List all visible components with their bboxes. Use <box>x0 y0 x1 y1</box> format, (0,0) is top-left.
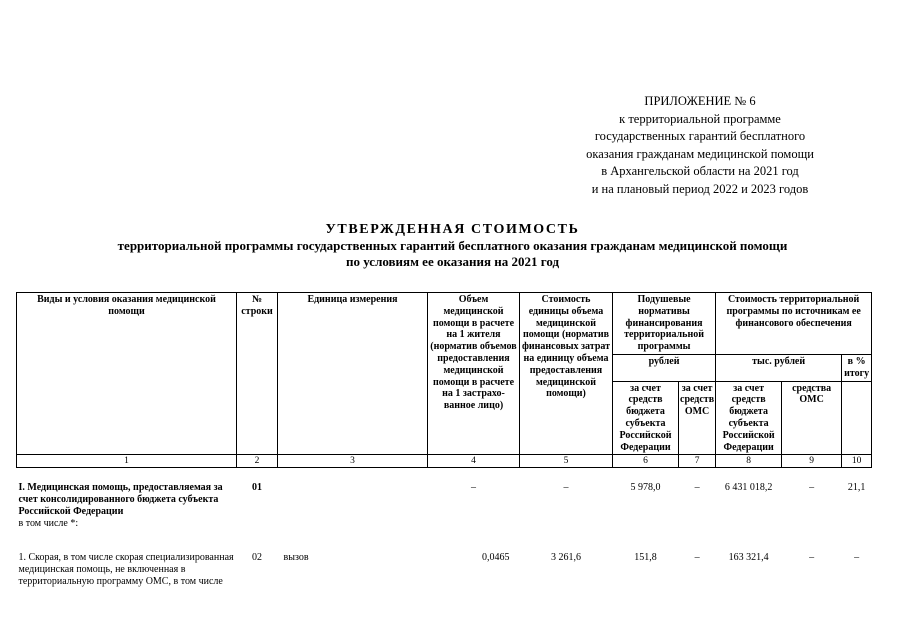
row-number: 02 <box>252 552 262 564</box>
table-row <box>17 540 872 587</box>
appendix-line: в Архангельской области на 2021 год <box>601 164 799 179</box>
row-tc-budget: 6 431 018,2 <box>724 482 773 494</box>
row-number: 01 <box>252 482 262 494</box>
row-tc-budget: 163 321,4 <box>728 552 769 564</box>
row-name-suffix: в том числе *: <box>18 517 79 529</box>
row-unit: вызов <box>283 552 309 564</box>
header-tc-oms: средства ОМС <box>782 381 842 455</box>
header-cost: Стоимость единицы объема медицинской помощи (норматив финансовых затрат на единицу объема предоставления медицинской помощи) <box>520 293 613 455</box>
row-percent: – <box>854 552 860 564</box>
header-total-cost: Стоимость территориальной программы по источникам ее финансового обеспечения <box>716 293 872 355</box>
appendix-block <box>520 93 880 199</box>
col-number: 1 <box>17 455 237 468</box>
appendix-line: государственных гарантий бесплатного <box>594 129 806 144</box>
col-number: 4 <box>428 455 520 468</box>
col-number: 8 <box>716 455 782 468</box>
row-pc-oms: – <box>694 482 700 494</box>
col-number: 2 <box>237 455 278 468</box>
title-line-2: территориальной программы государственных гарантий бесплатного оказания гражданам медицинской помощи <box>117 238 788 253</box>
title-line-3: по условиям ее оказания на 2021 год <box>345 254 560 269</box>
header-pc-oms: за счет средств ОМС <box>679 381 716 455</box>
row-pc-budget: 5 978,0 <box>630 482 661 494</box>
row-unit <box>278 468 428 541</box>
header-pc-budget: за счет средств бюджета субъекта Российской Федерации <box>613 381 679 455</box>
col-number: 7 <box>679 455 716 468</box>
header-percent: в % итогу <box>842 354 872 381</box>
row-volume: – <box>471 482 476 494</box>
table-row <box>17 468 872 541</box>
header-volume: Объем медицинской помощи в расчете на 1 жителя (норматив объемов предоставления медицинской помощи в расчете на 1 застрахо-ванное лицо) <box>428 293 520 455</box>
row-volume: 0,0465 <box>482 552 510 564</box>
header-per-capita: Подушевые нормативы финансирования территориальной программы <box>613 293 716 355</box>
row-percent: 21,1 <box>847 482 866 494</box>
row-cost: 3 261,6 <box>551 552 581 564</box>
column-number-row <box>17 455 872 468</box>
col-number: 6 <box>613 455 679 468</box>
col-number: 5 <box>520 455 613 468</box>
header-percent-spacer <box>842 381 872 455</box>
appendix-line: и на плановый период 2022 и 2023 годов <box>591 181 809 196</box>
row-pc-oms: – <box>694 552 700 564</box>
row-tc-oms: – <box>809 552 815 564</box>
header-rub: рублей <box>613 354 716 381</box>
col-number: 10 <box>842 455 872 468</box>
appendix-line: оказания гражданам медицинской помощи <box>586 146 814 161</box>
document-title <box>0 222 905 270</box>
row-tc-oms: – <box>809 482 815 494</box>
title-line-1: УТВЕРЖДЕННАЯ СТОИМОСТЬ <box>325 222 580 237</box>
row-cost: – <box>563 482 569 494</box>
row-name-cell <box>17 468 237 541</box>
header-row-no: № строки <box>237 293 278 455</box>
row-name: I. Медицинская помощь, предоставляемая за счет консолидированного бюджета субъекта Российской Федерации <box>18 482 223 517</box>
col-number: 9 <box>782 455 842 468</box>
cost-table <box>16 292 872 588</box>
appendix-line: к территориальной программе <box>619 111 781 126</box>
row-name: 1. Скорая, в том числе скорая специализированная медицинская помощь, не включенная в территориальную программу ОМС, в том числе <box>18 552 234 587</box>
header-kinds: Виды и условия оказания медицинской помощи <box>17 293 237 455</box>
header-thousand-rub: тыс. рублей <box>716 354 842 381</box>
header-tc-budget: за счет средств бюджета субъекта Российской Федерации <box>716 381 782 455</box>
row-pc-budget: 151,8 <box>634 552 657 564</box>
col-number: 3 <box>278 455 428 468</box>
appendix-line: ПРИЛОЖЕНИЕ № 6 <box>644 94 756 108</box>
header-unit: Единица измерения <box>278 293 428 455</box>
